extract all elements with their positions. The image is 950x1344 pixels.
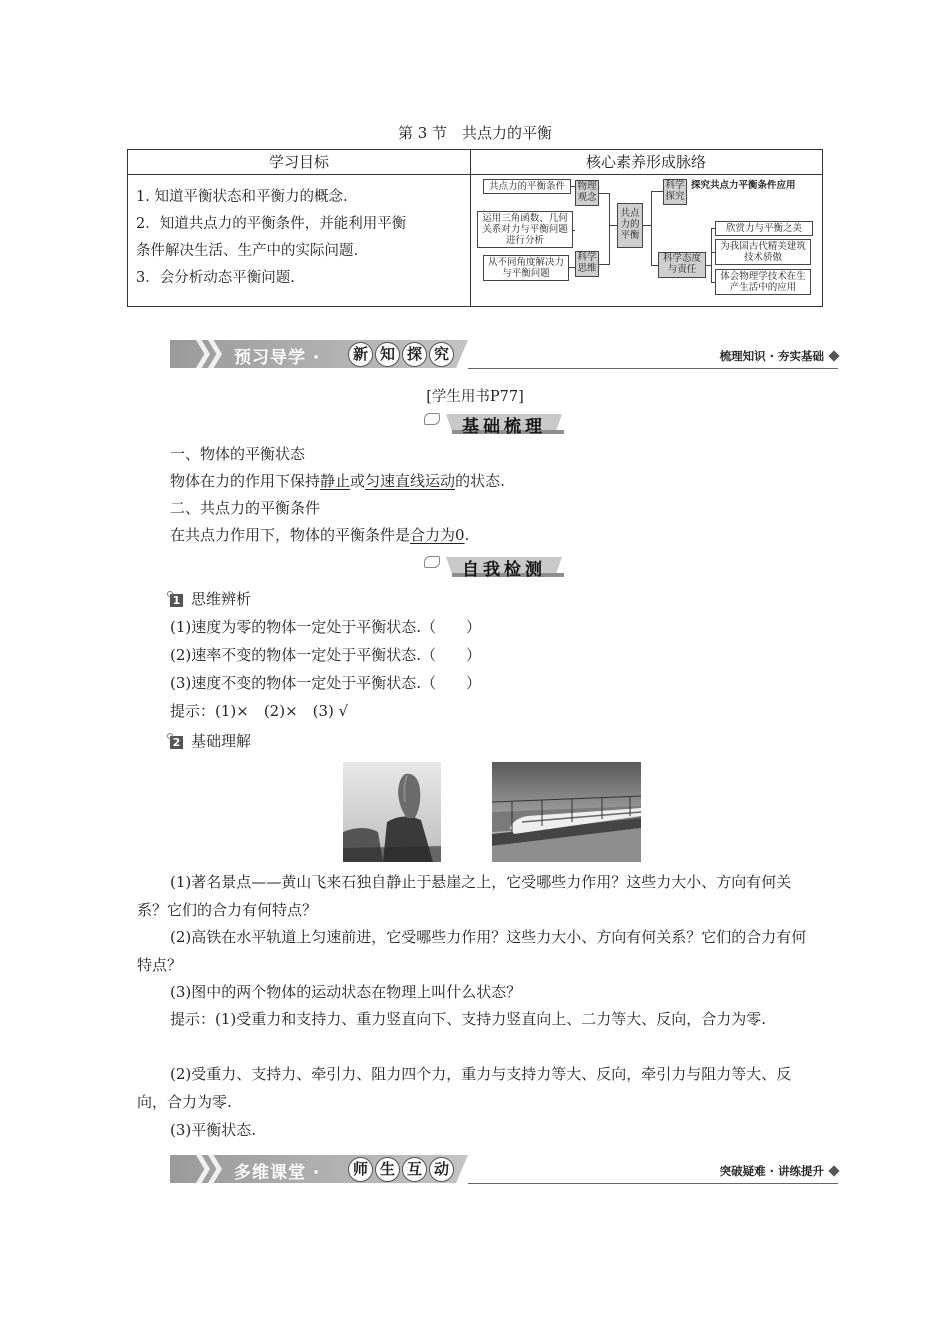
mm-right-3: 为我国古代精美建筑技术骄傲 [715,239,811,265]
q2-hint-3: (3)平衡状态. [170,1121,257,1139]
text-balance-condition: 在共点力作用下，物体的平衡条件是合力为0. [170,526,470,544]
mm-right-1: 探究共点力平衡条件应用 [691,180,796,191]
banner-preview-circles: 新 知 探 究 [348,342,454,367]
banner-classroom-left: 多维课堂 · [234,1163,321,1183]
q2-para-2: (2)高铁在水平轨道上匀速前进，它受哪些力作用？这些力大小、方向有何关系？它们的合力有何特点？ [137,928,807,974]
goal-line: 条件解决生活、生产中的实际问题. [136,243,359,259]
mm-right-2: 欣赏力与平衡之美 [715,221,813,236]
banner-classroom-circles: 师 生 互 动 [348,1157,454,1182]
col-header-literacy: 核心素养形成脉络 [585,153,706,171]
leaf-icon [424,413,440,425]
heading-balance-condition: 二、共点力的平衡条件 [170,499,321,517]
mm-right-4: 体会物理学技术在生产生活中的应用 [715,269,811,295]
high-speed-train-photo [492,762,641,862]
q1-item: (1)速度为零的物体一定处于平衡状态.（ ） [170,618,482,636]
diamond-icon [828,350,839,361]
flying-rock-photo [343,762,441,862]
q2-hint-1: 提示：(1)受重力和支持力、重力竖直向下、支持力竖直向上、二力等大、反向，合力为零. [170,1010,767,1028]
goals-list [136,184,461,292]
diamond-icon [828,1165,839,1176]
q1-item: (3)速度不变的物体一定处于平衡状态.（ ） [170,674,482,692]
goal-line: 1. 知道平衡状态和平衡力的概念. [136,189,348,205]
banner-preview-left: 预习导学 · [234,348,321,368]
banner-preview-right: 梳理知识 · 夯实基础 [719,349,824,363]
mm-center: 共点力的平衡 [617,203,643,248]
q2-hint-2: (2)受重力、支持力、牵引力、阻力四个力，重力与支持力等大、反向，牵引力与阻力等大、反向，合力为零. [137,1065,792,1111]
q1-item: (2)速率不变的物体一定处于平衡状态.（ ） [170,646,482,664]
leaf-icon [424,556,440,568]
mm-left-3: 从不同角度解决力与平衡问题 [483,255,569,281]
banner-classroom-right: 突破疑难 · 讲练提升 [719,1164,824,1178]
mm-physics-concept: 物理观念 [575,180,599,206]
section-self-check: 自我检测 [424,554,564,580]
page-title: 第 3 节 共点力的平衡 [397,124,553,142]
heading-balance-state: 一、物体的平衡状态 [170,445,306,463]
book-reference: [学生用书P77] [426,389,524,405]
objectives-table [127,149,823,307]
q1-hint: 提示：(1)× (2)× (3) √ [170,702,349,720]
mm-attitude: 科学态度与责任 [658,252,706,278]
goal-line: 3．会分析动态平衡问题. [136,270,295,286]
banner-preview [170,340,838,370]
literacy-mindmap [471,175,823,307]
mm-left-2: 运用三角函数、几何关系对力与平衡问题进行分析 [477,211,573,248]
goal-line: 2．知道共点力的平衡条件，并能利用平衡 [136,216,407,232]
banner-classroom [170,1155,838,1185]
q2-para-1: (1)著名景点——黄山飞来石独自静止于悬崖之上，它受哪些力作用？这些力大小、方向有何关系？它们的合力有何特点？ [137,873,792,919]
mm-scientific-thinking: 科学思维 [575,251,599,277]
q1-heading: 1 思维辨析 [170,586,251,613]
mm-left-1: 共点力的平衡条件 [483,179,571,194]
q2-para-3: (3)图中的两个物体的运动状态在物理上叫什么状态？ [170,983,522,1001]
q2-heading: 2 基础理解 [170,728,251,755]
col-header-goals: 学习目标 [268,153,329,171]
mm-scientific-inquiry: 科学探究 [663,179,687,205]
text-balance-state: 物体在力的作用下保持静止或匀速直线运动的状态. [170,472,505,490]
section-basic-review: 基础梳理 [424,411,564,437]
